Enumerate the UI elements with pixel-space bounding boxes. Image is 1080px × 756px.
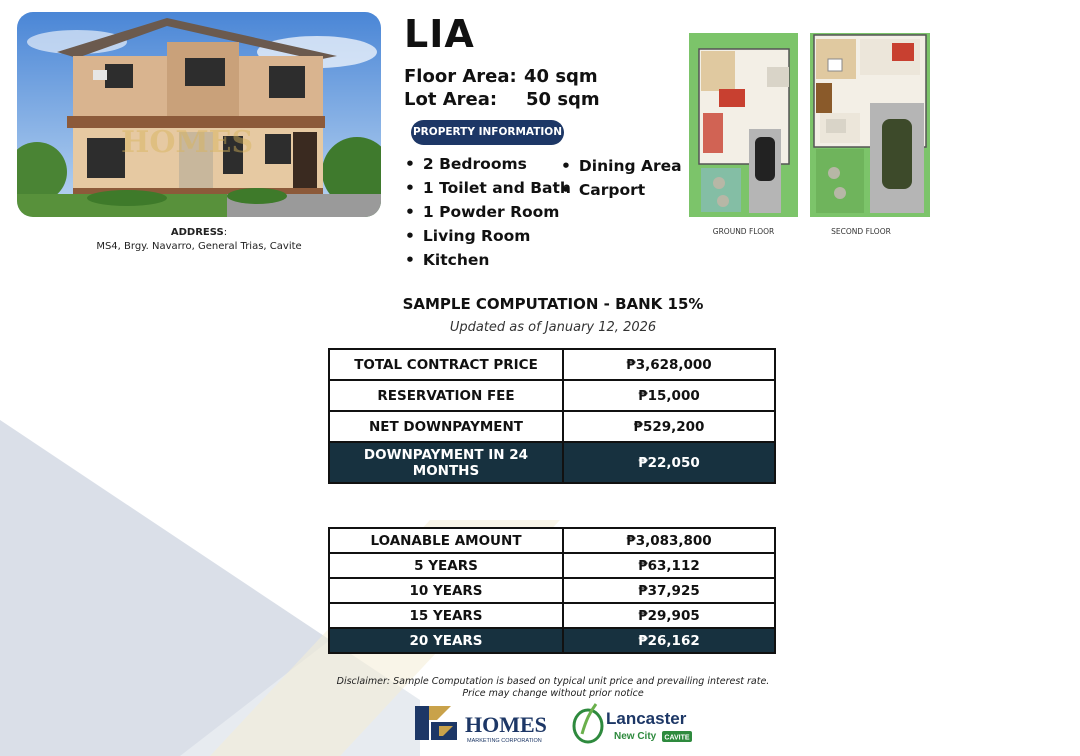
row-label: 10 YEARS <box>329 578 563 603</box>
er-brand-text: HOMES <box>465 712 547 737</box>
disclaimer-line: Disclaimer: Sample Computation is based on typical unit price and prevailing interest rate. <box>336 676 770 687</box>
lot-area-label: Lot Area: <box>404 89 498 110</box>
property-name: LIA <box>404 12 475 56</box>
row-value: ₱529,200 <box>563 411 775 442</box>
watermark-text: HOMES <box>121 125 254 160</box>
floor-area <box>404 66 598 87</box>
feature-item: • Living Room <box>405 224 571 248</box>
row-value: ₱26,162 <box>563 628 775 653</box>
computation-title: SAMPLE COMPUTATION - BANK 15% <box>402 295 704 313</box>
lot-area-value: 50 sqm <box>526 89 600 110</box>
floor-area-value: 40 sqm <box>524 66 598 87</box>
lot-area <box>404 89 600 110</box>
table-row <box>329 380 775 411</box>
row-label: 15 YEARS <box>329 603 563 628</box>
lancaster-badge: CAVITE <box>664 734 690 742</box>
second-floor-plan <box>810 33 930 217</box>
row-value: ₱22,050 <box>563 442 775 483</box>
row-label: LOANABLE AMOUNT <box>329 528 563 553</box>
disclaimer-line: Price may change without prior notice <box>462 688 644 699</box>
row-label: TOTAL CONTRACT PRICE <box>329 349 563 380</box>
row-value: ₱3,628,000 <box>563 349 775 380</box>
floor-area-label: Floor Area: <box>404 66 517 87</box>
table-row <box>329 553 775 578</box>
feature-item: • Kitchen <box>405 248 571 272</box>
lancaster-new-city-logo <box>572 700 697 746</box>
table-row-highlight <box>329 442 775 483</box>
table-row <box>329 528 775 553</box>
address-colon: : <box>223 227 228 238</box>
row-label: DOWNPAYMENT IN 24 MONTHS <box>329 442 563 483</box>
computation-updated: Updated as of January 12, 2026 <box>449 320 657 335</box>
address-value: MS4, Brgy. Navarro, General Trias, Cavite <box>96 241 302 252</box>
property-information-badge: PROPERTY INFORMATION <box>411 120 564 145</box>
row-label: RESERVATION FEE <box>329 380 563 411</box>
second-floor-label: SECOND FLOOR <box>831 227 891 236</box>
row-label: NET DOWNPAYMENT <box>329 411 563 442</box>
house-photo <box>17 12 381 217</box>
ground-floor-plan <box>689 33 798 217</box>
price-table <box>328 348 776 484</box>
er-sub-text: MARKETING CORPORATION <box>467 738 542 744</box>
row-value: ₱15,000 <box>563 380 775 411</box>
features-list-left <box>405 152 571 272</box>
feature-item: • Carport <box>561 178 682 202</box>
feature-item: • Dining Area <box>561 154 682 178</box>
row-label: 5 YEARS <box>329 553 563 578</box>
row-value: ₱37,925 <box>563 578 775 603</box>
table-row-highlight <box>329 628 775 653</box>
ground-floor-label: GROUND FLOOR <box>712 227 775 236</box>
feature-item: • 1 Powder Room <box>405 200 571 224</box>
loan-table <box>328 527 776 654</box>
row-value: ₱63,112 <box>563 553 775 578</box>
address-block <box>17 226 381 254</box>
table-row <box>329 349 775 380</box>
features-list-right <box>561 154 682 202</box>
er-homes-logo <box>413 700 563 746</box>
table-row <box>329 411 775 442</box>
row-label: 20 YEARS <box>329 628 563 653</box>
row-value: ₱29,905 <box>563 603 775 628</box>
row-value: ₱3,083,800 <box>563 528 775 553</box>
table-row <box>329 603 775 628</box>
lancaster-sub: New City <box>614 731 657 742</box>
feature-item: • 1 Toilet and Bath <box>405 176 571 200</box>
lancaster-name: Lancaster <box>606 709 687 728</box>
feature-item: • 2 Bedrooms <box>405 152 571 176</box>
disclaimer <box>300 676 806 700</box>
table-row <box>329 578 775 603</box>
address-label: ADDRESS <box>170 227 224 238</box>
